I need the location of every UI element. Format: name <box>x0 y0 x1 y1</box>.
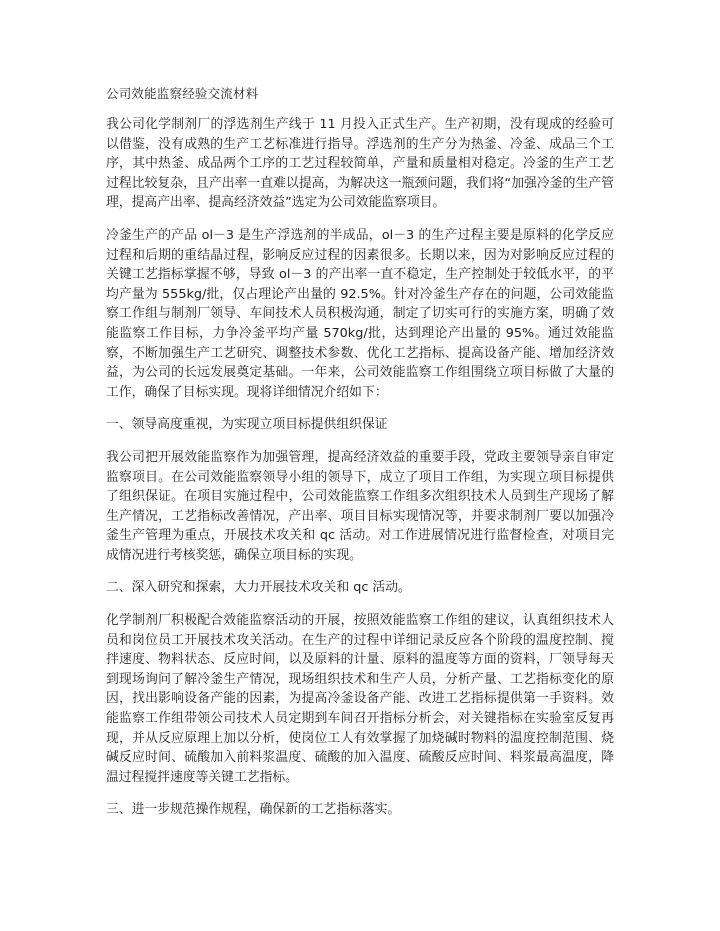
section-heading-2: 二、深入研究和探索，大力开展技术攻关和 qc 活动。 <box>106 580 411 596</box>
paragraph-background: 冷釜生产的产品 ol－3 是生产浮选剂的半成品，ol－3 的生产过程主要是原料的化学反应过程和后期的重结晶过程，影响反应过程的因素很多。长期以来，因为对影响反应过程的关键工艺指标掌握不够，导致 ol－3 的产出率一直不稳定，生产控制处于较低水平，的平均产量为 555kg/批，仅占理论产出量的 92.5%。针对冷釜生产存在的问题，公司效能监察工作组与制剂厂领导、车间技术人员积极沟通，制定了切实可行的实施方案，明确了效能监察工作目标，力争冷釜平均产量 570kg/批，达到理论产出量的 95%。通过效能监察，不断加强生产工艺研究、调整技术参数、优化工艺指标、提高设备产能、增加经济效益，为公司的长远发展奠定基础。一年来，公司效能监察工作组围绕立项目标做了大量的工作，确保了目标实现。现将详细情况介绍如下： <box>106 227 614 400</box>
paragraph-section-2: 化学制剂厂积极配合效能监察活动的开展，按照效能监察工作组的建议，认真组织技术人员和岗位员工开展技术攻关活动。在生产的过程中详细记录反应各个阶段的温度控制、搅拌速度、物料状态、反应时间，以及原料的计量、原料的温度等方面的资料，厂领导每天到现场询问了解冷釜生产情况，现场组织技术和生产人员，分析产量、工艺指标变化的原因，找出影响设备产能的因素，为提高冷釜设备产能、改进工艺指标提供第一手资料。效能监察工作组带领公司技术人员定期到车间召开指标分析会，对关键指标在实验室反复再现，并从反应原理上加以分析，使岗位工人有效掌握了加烧碱时物料的温度控制范围、烧碱反应时间、硫酸加入前料浆温度、硫酸的加入温度、硫酸反应时间、料浆最高温度，降温过程搅拌速度等关键工艺指标。 <box>106 613 614 785</box>
paragraph-intro: 我公司化学制剂厂的浮选剂生产线于 11 月投入正式生产。生产初期，没有现成的经验可以借鉴，没有成熟的生产工艺标准进行指导。浮选剂的生产分为热釜、冷釜、成品三个工序，其中热釜、成品两个工序的工艺过程较简单，产量和质量相对稳定。冷釜的生产工艺过程比较复杂，且产出率一直难以提高，为解决这一瓶颈问题，我们将“加强冷釜的生产管理，提高产出率、提高经济效益”选定为公司效能监察项目。 <box>106 117 614 211</box>
paragraph-section-1: 我公司把开展效能监察作为加强管理，提高经济效益的重要手段，党政主要领导亲自审定监察项目。在公司效能监察领导小组的领导下，成立了项目工作组，为实现立项目标提供了组织保证。在项目实施过程中，公司效能监察工作组多次组织技术人员到生产现场了解生产情况，工艺指标改善情况，产出率、项目目标实现情况等，并要求制剂厂要以加强冷釜生产管理为重点，开展技术攻关和 qc 活动。对工作进展情况进行监督检查，对项目完成情况进行考核奖惩，确保立项目标的实现。 <box>106 449 614 563</box>
document-page <box>106 85 614 833</box>
document-title: 公司效能监察经验交流材料 <box>106 86 259 101</box>
section-heading-3: 三、进一步规范操作规程，确保新的工艺指标落实。 <box>106 802 401 818</box>
section-heading-1: 一、领导高度重视，为实现立项目标提供组织保证 <box>106 417 388 433</box>
